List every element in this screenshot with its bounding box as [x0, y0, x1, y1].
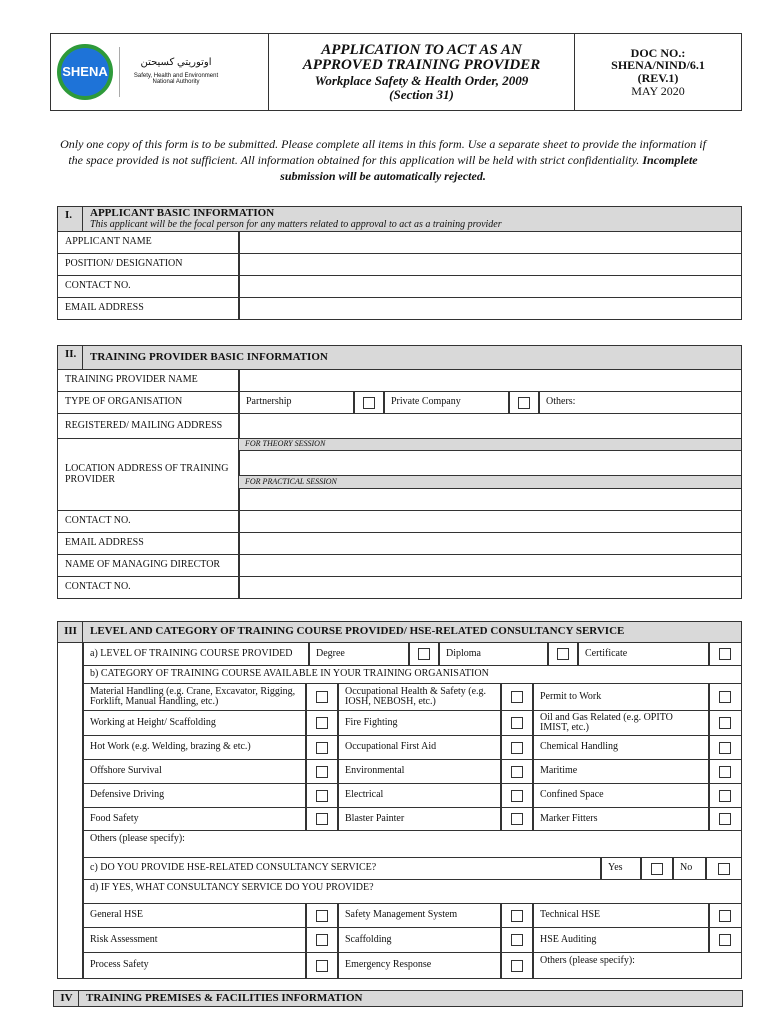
checkbox-square[interactable] [718, 863, 730, 875]
section-1-header [82, 206, 742, 232]
md-contact-no-field[interactable] [238, 576, 742, 599]
instructions-warning: Incomplete submission will be automatically rejected. [280, 153, 698, 183]
consultancy-checkbox[interactable] [305, 927, 339, 953]
checkbox-square[interactable] [316, 742, 328, 754]
email-2-field[interactable] [238, 532, 742, 555]
revision: (REV.1) [637, 71, 679, 85]
checkbox-square[interactable] [719, 742, 731, 754]
private-company-checkbox[interactable] [508, 391, 540, 414]
title-line-1: APPLICATION TO ACT AS AN [321, 41, 522, 58]
checkbox-square[interactable] [511, 934, 523, 946]
category-checkbox[interactable] [708, 710, 742, 736]
provider-name-field[interactable] [238, 369, 742, 392]
checkbox-square[interactable] [316, 717, 328, 729]
subtitle: Workplace Safety & Health Order, 2009 [314, 73, 529, 89]
category-item: Marker Fitters [532, 807, 710, 831]
theory-session-label: FOR THEORY SESSION [238, 438, 742, 451]
doc-label: DOC NO.: [630, 45, 686, 60]
section-2-title: TRAINING PROVIDER BASIC INFORMATION [82, 345, 742, 370]
partnership-label: Partnership [238, 391, 355, 414]
category-item: Environmental [337, 759, 502, 784]
consultancy-item: Safety Management System [337, 903, 502, 928]
consultancy-checkbox[interactable] [500, 927, 534, 953]
consultancy-type-label: d) IF YES, WHAT CONSULTANCY SERVICE DO YOU PROVIDE? [82, 879, 742, 904]
checkbox-square[interactable] [719, 648, 731, 660]
contact-no-label: CONTACT NO. [57, 275, 240, 298]
section-4-number: IV [53, 990, 80, 1007]
section-3-title: LEVEL AND CATEGORY OF TRAINING COURSE PROVIDED/ HSE-RELATED CONSULTANCY SERVICE [82, 621, 742, 643]
no-checkbox[interactable] [705, 857, 742, 880]
email-2-label: EMAIL ADDRESS [57, 532, 240, 555]
category-item: Defensive Driving [82, 783, 307, 808]
consultancy-checkbox[interactable] [305, 903, 339, 928]
consultancy-question: c) DO YOU PROVIDE HSE-RELATED CONSULTANCY SERVICE? [82, 857, 602, 880]
consultancy-item: Risk Assessment [82, 927, 307, 953]
category-item: Food Safety [82, 807, 307, 831]
checkbox-square[interactable] [719, 691, 731, 703]
category-checkbox[interactable] [708, 683, 742, 711]
category-label: b) CATEGORY OF TRAINING COURSE AVAILABLE IN YOUR TRAINING ORGANISATION [82, 665, 742, 684]
section-ref: (Section 31) [389, 86, 454, 102]
checkbox-square[interactable] [511, 742, 523, 754]
checkbox-square[interactable] [719, 910, 731, 922]
checkbox-square[interactable] [511, 790, 523, 802]
diploma-label: Diploma [438, 642, 549, 666]
category-checkbox[interactable] [305, 783, 339, 808]
consultancy-checkbox[interactable] [708, 927, 742, 953]
no-label: No [672, 857, 707, 880]
certificate-checkbox[interactable] [708, 642, 742, 666]
email-label: EMAIL ADDRESS [57, 297, 240, 320]
category-item: Occupational Health & Safety (e.g. IOSH, NEBOSH, etc.) [337, 683, 502, 711]
degree-label: Degree [308, 642, 410, 666]
category-item: Fire Fighting [337, 710, 502, 736]
contact-no-field[interactable] [238, 275, 742, 298]
practical-address-field[interactable] [238, 488, 742, 511]
category-others-field-label: Others (please specify): [90, 833, 185, 844]
position-field[interactable] [238, 253, 742, 276]
category-item: Chemical Handling [532, 735, 710, 760]
checkbox-square[interactable] [316, 813, 328, 825]
org-type-label: TYPE OF ORGANISATION [57, 391, 240, 414]
degree-checkbox[interactable] [408, 642, 440, 666]
category-item: Hot Work (e.g. Welding, brazing & etc.) [82, 735, 307, 760]
section-3-number: III [57, 621, 84, 643]
managing-director-label: NAME OF MANAGING DIRECTOR [57, 554, 240, 577]
checkbox-square[interactable] [363, 397, 375, 409]
category-item: Offshore Survival [82, 759, 307, 784]
category-item: Confined Space [532, 783, 710, 808]
location-label: LOCATION ADDRESS OF TRAINING PROVIDER [57, 438, 240, 511]
others-field[interactable]: Others: [538, 391, 742, 414]
category-checkbox[interactable] [305, 683, 339, 711]
consultancy-others-field[interactable] [532, 952, 742, 979]
section-1-title: APPLICANT BASIC INFORMATION [90, 206, 275, 219]
checkbox-square[interactable] [719, 766, 731, 778]
consultancy-item: HSE Auditing [532, 927, 710, 953]
doc-info [574, 33, 742, 111]
category-checkbox[interactable] [500, 735, 534, 760]
md-contact-no-label: CONTACT NO. [57, 576, 240, 599]
category-checkbox[interactable] [708, 759, 742, 784]
checkbox-square[interactable] [316, 960, 328, 972]
position-label: POSITION/ DESIGNATION [57, 253, 240, 276]
section-2-number: II. [57, 345, 84, 370]
checkbox-square[interactable] [511, 960, 523, 972]
title-line-2: APPROVED TRAINING PROVIDER [302, 57, 541, 74]
section-4-title: TRAINING PREMISES & FACILITIES INFORMATION [78, 990, 743, 1007]
authority-name: اوتوريتي كسيحتن Safety, Health and Environment National Authority [133, 57, 219, 86]
category-checkbox[interactable] [708, 735, 742, 760]
category-item: Working at Height/ Scaffolding [82, 710, 307, 736]
category-item: Oil and Gas Related (e.g. OPITO IMIST, etc.) [532, 710, 710, 736]
applicant-name-field[interactable] [238, 231, 742, 254]
consultancy-item: Scaffolding [337, 927, 502, 953]
checkbox-square[interactable] [316, 934, 328, 946]
consultancy-checkbox[interactable] [500, 903, 534, 928]
category-checkbox[interactable] [500, 807, 534, 831]
partnership-checkbox[interactable] [353, 391, 385, 414]
category-checkbox[interactable] [305, 807, 339, 831]
checkbox-square[interactable] [511, 717, 523, 729]
category-checkbox[interactable] [500, 683, 534, 711]
consultancy-item: General HSE [82, 903, 307, 928]
applicant-name-label: APPLICANT NAME [57, 231, 240, 254]
managing-director-field[interactable] [238, 554, 742, 577]
category-checkbox[interactable] [708, 807, 742, 831]
checkbox-square[interactable] [719, 717, 731, 729]
certificate-label: Certificate [577, 642, 710, 666]
shena-logo: SHENA [57, 44, 113, 100]
section-3-margin [57, 642, 84, 979]
consultancy-item: Emergency Response [337, 952, 502, 979]
category-checkbox[interactable] [305, 735, 339, 760]
category-checkbox[interactable] [500, 783, 534, 808]
consultancy-item: Process Safety [82, 952, 307, 979]
checkbox-square[interactable] [316, 790, 328, 802]
category-checkbox[interactable] [305, 710, 339, 736]
checkbox-square[interactable] [719, 813, 731, 825]
yes-label: Yes [600, 857, 642, 880]
checkbox-square[interactable] [557, 648, 569, 660]
contact-no-2-field[interactable] [238, 510, 742, 533]
diploma-checkbox[interactable] [547, 642, 579, 666]
checkbox-square[interactable] [316, 910, 328, 922]
checkbox-square[interactable] [511, 691, 523, 703]
category-item: Maritime [532, 759, 710, 784]
theory-address-field[interactable] [238, 450, 742, 476]
checkbox-square[interactable] [418, 648, 430, 660]
checkbox-square[interactable] [719, 790, 731, 802]
registered-address-label: REGISTERED/ MAILING ADDRESS [57, 413, 240, 439]
checkbox-square[interactable] [316, 766, 328, 778]
logo-cell [50, 33, 269, 111]
consultancy-checkbox[interactable] [708, 903, 742, 928]
registered-address-field[interactable] [238, 413, 742, 439]
checkbox-square[interactable] [316, 691, 328, 703]
section-1-number: I. [57, 206, 84, 232]
consultancy-checkbox[interactable] [500, 952, 534, 979]
doc-date: MAY 2020 [631, 83, 685, 98]
section-1-note: This applicant will be the focal person for any matters related to approval to act as a training provider [90, 218, 502, 230]
contact-no-2-label: CONTACT NO. [57, 510, 240, 533]
checkbox-square[interactable] [511, 766, 523, 778]
category-item: Permit to Work [532, 683, 710, 711]
form-title [268, 33, 575, 111]
category-others-field[interactable] [82, 830, 742, 858]
category-item: Occupational First Aid [337, 735, 502, 760]
category-item: Electrical [337, 783, 502, 808]
consultancy-item: Technical HSE [532, 903, 710, 928]
consultancy-others-field-label: Others (please specify): [540, 955, 635, 966]
private-company-label: Private Company [383, 391, 510, 414]
category-checkbox[interactable] [305, 759, 339, 784]
practical-session-label: FOR PRACTICAL SESSION [238, 475, 742, 489]
email-field[interactable] [238, 297, 742, 320]
checkbox-square[interactable] [511, 813, 523, 825]
instructions-text: Only one copy of this form is to be submitted. Please complete all items in this form. Use a separate sheet to provide the information if the space provided is not sufficient. All information obtained for this application will be held with strict confidentiality. [60, 137, 706, 167]
category-item: Blaster Painter [337, 807, 502, 831]
category-item: Material Handling (e.g. Crane, Excavator, Rigging, Forklift, Manual Handling, etc.) [82, 683, 307, 711]
category-checkbox[interactable] [500, 710, 534, 736]
category-checkbox[interactable] [708, 783, 742, 808]
yes-checkbox[interactable] [640, 857, 674, 880]
course-level-label: a) LEVEL OF TRAINING COURSE PROVIDED [82, 642, 310, 666]
category-checkbox[interactable] [500, 759, 534, 784]
consultancy-checkbox[interactable] [305, 952, 339, 979]
checkbox-square[interactable] [719, 934, 731, 946]
checkbox-square[interactable] [518, 397, 530, 409]
checkbox-square[interactable] [511, 910, 523, 922]
provider-name-label: TRAINING PROVIDER NAME [57, 369, 240, 392]
doc-number: SHENA/NIND/6.1 [611, 58, 705, 73]
checkbox-square[interactable] [651, 863, 663, 875]
instructions [58, 136, 708, 184]
